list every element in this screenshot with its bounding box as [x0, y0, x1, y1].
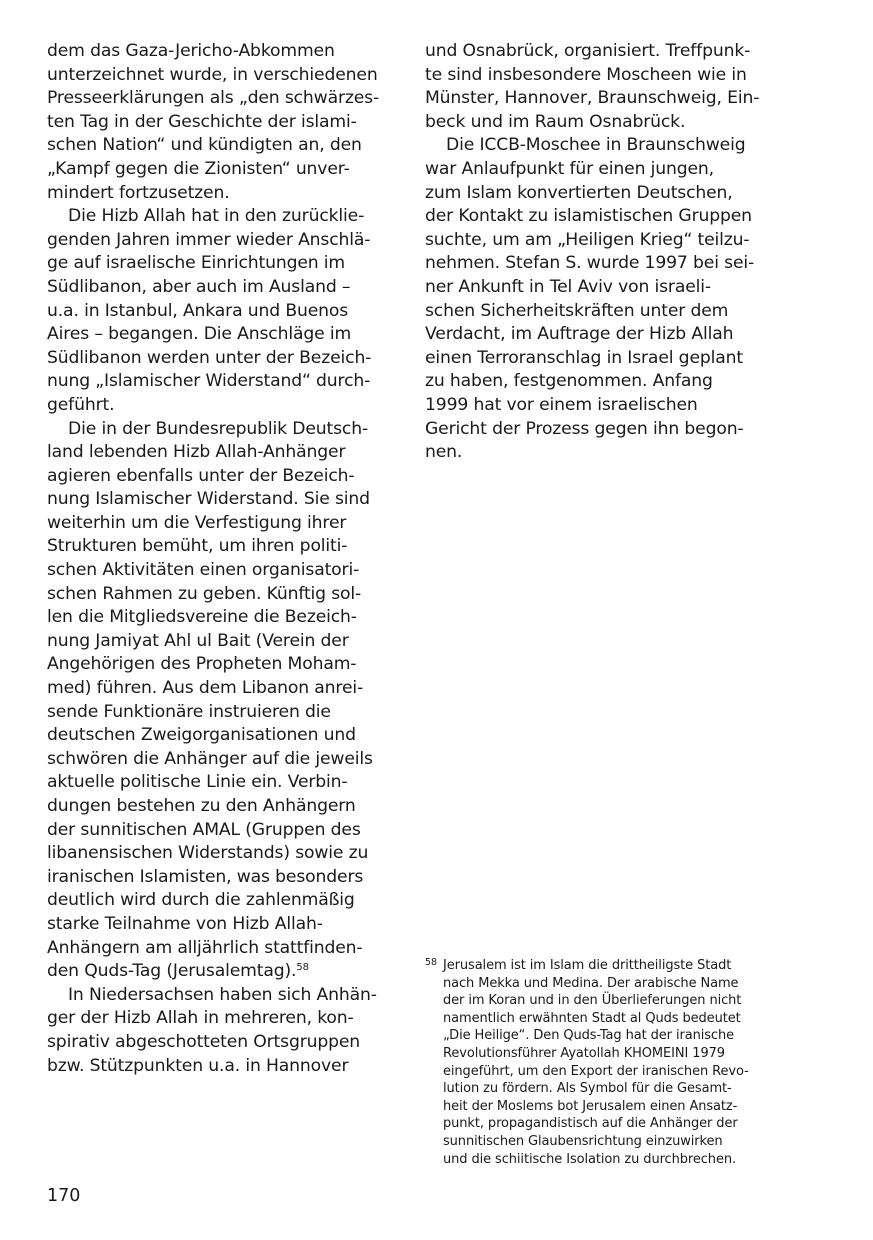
- text-line: [47, 701, 397, 725]
- text-line: [425, 347, 775, 371]
- text-line-content: starke Teilnahme von Hizb Allah-: [47, 913, 323, 934]
- text-line: [425, 182, 775, 206]
- footnote-line: und die schiitische Isolation zu durchbrechen.: [443, 1151, 737, 1167]
- text-line: [47, 677, 397, 701]
- text-line: [47, 819, 397, 843]
- text-line: [47, 889, 397, 913]
- text-line: [47, 842, 397, 866]
- text-line-content: Presseerklärungen als „den schwärzes-: [47, 88, 380, 109]
- text-line-content: Münster, Hannover, Braunschweig, Ein-: [425, 88, 760, 109]
- text-line-content: suchte, um am „Heiligen Krieg“ teilzu-: [425, 229, 750, 250]
- text-line-content: nen.: [425, 442, 463, 463]
- text-line-content: Die in der Bundesrepublik Deutsch-: [68, 418, 368, 439]
- text-line: [425, 64, 775, 88]
- text-line-content: spirativ abgeschotteten Ortsgruppen: [47, 1031, 361, 1052]
- text-line: [47, 724, 397, 748]
- text-line-content: schwören die Anhänger auf die jeweils: [47, 748, 373, 769]
- text-line: [47, 1055, 397, 1079]
- footnote-reference: 58: [296, 962, 309, 974]
- footnote-line: nach Mekka und Medina. Der arabische Name: [443, 975, 739, 991]
- text-line-content: war Anlaufpunkt für einen jungen,: [425, 158, 714, 179]
- text-line-content: aktuelle politische Linie ein. Verbin-: [47, 772, 348, 793]
- text-line-content: iranischen Islamisten, was besonders: [47, 866, 364, 887]
- footnote-line: der im Koran und in den Überlieferungen nicht: [443, 993, 742, 1009]
- text-line-content: und Osnabrück, organisiert. Treffpunk-: [425, 41, 751, 61]
- text-line-content: dem das Gaza-Jericho-Abkommen: [47, 41, 335, 61]
- text-line-content: geführt.: [47, 394, 115, 415]
- footnote-line: Jerusalem ist im Islam die drittheiligste Stadt: [443, 958, 732, 973]
- text-line: [47, 1031, 397, 1055]
- footnote-mark: 58: [425, 957, 437, 968]
- text-line-content: genden Jahren immer wieder Anschlä-: [47, 229, 371, 250]
- text-line: [47, 64, 397, 88]
- text-line-content: ten Tag in der Geschichte der islami-: [47, 111, 357, 132]
- text-line: [47, 300, 397, 324]
- text-line: [425, 418, 775, 442]
- footnote-line: sunnitischen Glaubensrichtung einzuwirken: [443, 1133, 723, 1149]
- footnote-body: [443, 957, 785, 1168]
- text-line-content: den Quds-Tag (Jerusalemtag).: [47, 961, 297, 982]
- text-line: [425, 134, 775, 158]
- text-line: [47, 984, 397, 1008]
- text-line-content: In Niedersachsen haben sich Anhän-: [68, 984, 377, 1005]
- text-line: [425, 205, 775, 229]
- text-line: [425, 111, 775, 135]
- text-line: [47, 40, 397, 64]
- text-line: [47, 937, 397, 961]
- text-line: [425, 300, 775, 324]
- text-line-content: nehmen. Stefan S. wurde 1997 bei sei-: [425, 253, 755, 274]
- text-line-content: Anhängern am alljährlich stattfinden-: [47, 937, 363, 958]
- text-line: [47, 205, 397, 229]
- text-line-content: der sunnitischen AMAL (Gruppen des: [47, 819, 361, 840]
- text-line: [47, 1007, 397, 1031]
- text-line: [425, 40, 775, 64]
- footnote-line: heit der Moslems bot Jerusalem einen Ansatz-: [443, 1098, 738, 1114]
- text-line-content: schen Nation“ und kündigten an, den: [47, 135, 362, 156]
- text-line: [425, 370, 775, 394]
- text-line: [425, 394, 775, 418]
- text-line: [425, 441, 775, 465]
- text-line-content: Die Hizb Allah hat in den zurücklie-: [68, 206, 365, 227]
- text-line-content: med) führen. Aus dem Libanon anrei-: [47, 678, 364, 699]
- text-line-content: libanensischen Widerstands) sowie zu: [47, 843, 369, 864]
- footnote-line: Revolutionsführer Ayatollah KHOMEINI 1979: [443, 1045, 725, 1061]
- text-line: [425, 158, 775, 182]
- text-line: [47, 158, 397, 182]
- text-line: [47, 465, 397, 489]
- footnote-line: lution zu fördern. Als Symbol für die Gesamt-: [443, 1081, 732, 1097]
- text-line: [47, 512, 397, 536]
- text-line: [47, 441, 397, 465]
- text-line: [47, 111, 397, 135]
- text-line-content: len die Mitgliedsvereine die Bezeich-: [47, 607, 357, 628]
- text-line: [47, 276, 397, 300]
- text-line: [425, 252, 775, 276]
- text-line: [47, 795, 397, 819]
- text-line-content: „Kampf gegen die Zionisten“ unver-: [47, 158, 350, 179]
- text-line-content: ner Ankunft in Tel Aviv von israeli-: [425, 276, 711, 297]
- text-line-content: nung Jamiyat Ahl ul Bait (Verein der: [47, 630, 349, 651]
- text-line: [47, 535, 397, 559]
- text-line: [47, 418, 397, 442]
- text-line-content: schen Aktivitäten einen organisatori-: [47, 560, 360, 581]
- text-line-content: ger der Hizb Allah in mehreren, kon-: [47, 1008, 354, 1029]
- text-line-content: Gericht der Prozess gegen ihn begon-: [425, 418, 744, 439]
- text-line: [47, 87, 397, 111]
- text-line-content: beck und im Raum Osnabrück.: [425, 111, 686, 132]
- text-line-content: schen Rahmen zu geben. Künftig sol-: [47, 583, 362, 604]
- footnote-line: punkt, propagandistisch auf die Anhänger der: [443, 1116, 738, 1132]
- text-line-content: sende Funktionäre instruieren die: [47, 701, 331, 722]
- text-line-content: ge auf israelische Einrichtungen im: [47, 253, 346, 274]
- text-line: [47, 960, 397, 984]
- text-line: [425, 323, 775, 347]
- text-line-content: der Kontakt zu islamistischen Gruppen: [425, 206, 752, 227]
- text-line: [47, 252, 397, 276]
- text-line-content: te sind insbesondere Moscheen wie in: [425, 64, 747, 85]
- text-line: [47, 866, 397, 890]
- text-line: [47, 370, 397, 394]
- text-line-content: nung Islamischer Widerstand. Sie sind: [47, 489, 370, 510]
- text-line-content: schen Sicherheitskräften unter dem: [425, 300, 729, 321]
- text-line-content: zum Islam konvertierten Deutschen,: [425, 182, 733, 203]
- text-line-content: deutschen Zweigorganisationen und: [47, 725, 356, 746]
- text-line: [47, 583, 397, 607]
- text-line-content: zu haben, festgenommen. Anfang: [425, 371, 713, 392]
- text-line: [47, 347, 397, 371]
- footnote: [425, 957, 785, 1168]
- text-line: [47, 559, 397, 583]
- text-line: [47, 323, 397, 347]
- text-line: [47, 394, 397, 418]
- text-line-content: mindert fortzusetzen.: [47, 182, 230, 203]
- text-line-content: land lebenden Hizb Allah-Anhänger: [47, 442, 346, 463]
- text-line-content: bzw. Stützpunkten u.a. in Hannover: [47, 1055, 349, 1076]
- text-line: [47, 229, 397, 253]
- footnote-line: namentlich erwähnten Stadt al Quds bedeutet: [443, 1010, 741, 1026]
- footnote-line: „Die Heilige“. Den Quds-Tag hat der iranische: [443, 1028, 734, 1044]
- text-line-content: dungen bestehen zu den Anhängern: [47, 796, 356, 816]
- text-line: [47, 182, 397, 206]
- right-text-column: [425, 40, 775, 465]
- text-line-content: 1999 hat vor einem israelischen: [425, 394, 698, 415]
- text-line-content: Aires – begangen. Die Anschläge im: [47, 324, 352, 345]
- footnote-line: eingeführt, um den Export der iranischen Revo-: [443, 1063, 749, 1079]
- text-line: [47, 771, 397, 795]
- text-line-content: deutlich wird durch die zahlenmäßig: [47, 890, 355, 911]
- text-line: [47, 134, 397, 158]
- text-line-content: Angehörigen des Propheten Moham-: [47, 654, 357, 675]
- text-line-content: weiterhin um die Verfestigung ihrer: [47, 512, 347, 533]
- text-line: [425, 229, 775, 253]
- text-line: [47, 913, 397, 937]
- text-line: [47, 488, 397, 512]
- text-line: [47, 630, 397, 654]
- page-number: 170: [47, 1186, 81, 1206]
- text-line: [425, 276, 775, 300]
- left-text-column: [47, 40, 397, 1078]
- text-line: [47, 606, 397, 630]
- text-line-content: Die ICCB-Moschee in Braunschweig: [446, 135, 746, 156]
- text-line: [425, 87, 775, 111]
- text-line: [47, 653, 397, 677]
- text-line-content: agieren ebenfalls unter der Bezeich-: [47, 465, 355, 486]
- text-line-content: u.a. in Istanbul, Ankara und Buenos: [47, 300, 349, 321]
- text-line-content: nung „Islamischer Widerstand“ durch-: [47, 371, 371, 392]
- text-line-content: Südlibanon, aber auch im Ausland –: [47, 276, 351, 297]
- text-line-content: Verdacht, im Auftrage der Hizb Allah: [425, 324, 734, 345]
- text-line-content: unterzeichnet wurde, in verschiedenen: [47, 64, 378, 85]
- text-line-content: Südlibanon werden unter der Bezeich-: [47, 347, 372, 368]
- text-line-content: Strukturen bemüht, um ihren politi-: [47, 536, 348, 557]
- text-line: [47, 748, 397, 772]
- text-line-content: einen Terroranschlag in Israel geplant: [425, 347, 743, 368]
